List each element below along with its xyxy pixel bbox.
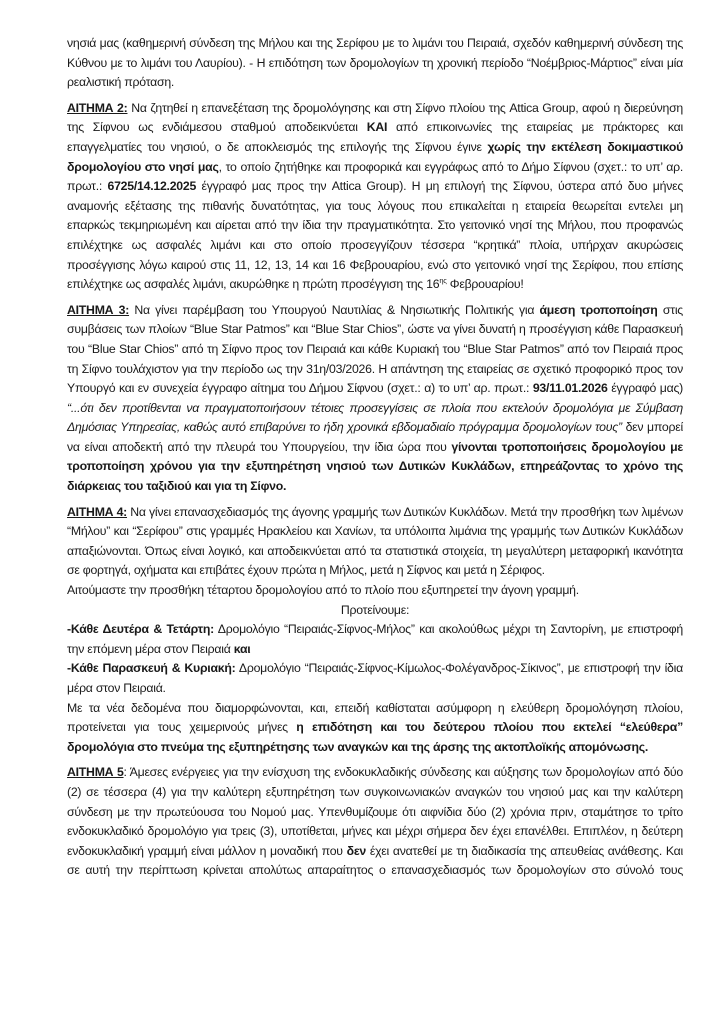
request-5-paragraph: ΑΙΤΗΜΑ 5: Άμεσες ενέργειες για την ενίσχυση της ενδοκυκλαδικής σύνδεσης και αύξησης των δρομολογίων από δύο (2) σε τέσσερα (4) για την καλύτερη εξυπηρέτηση των συγκοινωνιακών αναγκών του νησιού μας και την καλύτερη σύνδεση με την πρωτεύουσα του Νομού μας. Υπενθυμίζουμε ότι αιφνίδια δύο (2) χρόνια πριν, σταμάτησε το τρίτο ενδοκυκλαδικό δρομολόγιο για τρεις (3), υποτίθεται, μήνες και μέχρι σήμερα δεν έχει επανέλθει. Επιπλέον, η δεύτερη ενδοκυκλαδική γραμμή είναι μάλλον η μοναδική που δεν έχει ανατεθεί με τη διαδικασία της απευθείας ανάθεσης. Και σε αυτή την περίπτωση κρίνεται απολύτως απαραίτητος ο επανασχεδιασμός των δρομολογίων στο σύνολό τους: [67, 765, 683, 878]
request-4-ask: Αιτούμαστε την προσθήκη τέταρτου δρομολογίου από το πλοίο που εξυπηρετεί την άγονη γραμμή.: [67, 583, 579, 598]
document-reference: 93/11.01.2026: [532, 381, 608, 396]
request-3-paragraph: ΑΙΤΗΜΑ 3: Να γίνει παρέμβαση του Υπουργού Ναυτιλίας & Νησιωτικής Πολιτικής για άμεση τροποποίηση στις συμβάσεις των πλοίων “Blue Star Patmos” και “Blue Star Chios”, ώστε να γίνει δυνατή η προσέγγιση κάθε Παρασκευή του “Blue Star Chios” από τη Σίφνο προς τον Πειραιά και κάθε Κυριακή του “Blue Star Patmos” από τον Πειραιά προς τη Σίφνο τουλάχιστον για την περίοδο ως την 31η/03/2026. Η απάντηση της εταιρείας σε σχετικό προφορικό προς τον Υπουργό και εν συνεχεία έγγραφο αίτημα του Δήμου Σίφνου (σχετ.: α) το υπ’ αρ. πρωτ.: 93/11.01.2026 έγγραφό μας) “...ότι δεν προτίθενται να πραγματοποιήσουν τέτοιες προσεγγίσεις σε πλοία που εκτελούν δρομολόγια με Σύμβαση Δημόσιας Υπηρεσίας, καθώς αυτό επιβαρύνει το ήδη χρονικά εβδομαδιαίο πρόγραμμα δρομολογίων τους” δεν μπορεί να είναι αποδεκτή από την πλευρά του Υπουργείου, την ίδια ώρα που γίνονται τροποποιήσεις δρομολογίου με τροποποίηση χρόνου για την εξυπηρέτηση νησιού των Δυτικών Κυκλάδων, επηρεάζοντας το χρόνο της διάρκειας του ταξιδιού και για τη Σίφνο.: [67, 302, 684, 494]
request-2-paragraph: ΑΙΤΗΜΑ 2: Να ζητηθεί η επανεξέταση της δρομολόγησης και στη Σίφνο πλοίου της Attica Group, αφού η διερεύνηση της Σίφνου ως ενδιάμεσου σταθμού αποδεικνύεται ΚΑΙ από επικοινωνίες της εταιρείας με πράκτορες και επαγγελματίες του νησιού, ο δε αποκλεισμός της επιλογής της Σίφνου έγινε χωρίς την εκτέλεση δοκιμαστικού δρομολογίου στο νησί μας, το οποίο ζητήθηκε και προφορικά και εγγράφως από το Δήμο Σίφνου (σχετ.: το υπ’ αρ. πρωτ.: 6725/14.12.2025 έγγραφό μας προς την Attica Group). Η μη επιλογή της Σίφνου, ύστερα από δυο μήνες αναμονής εξέτασης της πιθανής δυνατότητας, για τους λόγους που επικαλείται η εταιρεία θεωρείται εντελει μη επαρκώς τεκμηριωμένη και αίρεται από την ίδια την πραγματικότητα. Στο γειτονικό νησί της Μήλου, που προφανώς επιλέχτηκε ως ασφαλές λιμάνι και στο οποίο προσεγγίζουν τέσσερα “κρητικά” πλοία, υπήρχαν ακυρώσεις προσέγγισης λόγω καιρού στις 11, 12, 13, 14 και 16 Φεβρουαρίου, ενώ στο γειτονικό νησί της Σερίφου, που επίσης επιλέχτηκε ως ασφαλές λιμάνι, ακυρώθηκε η πρώτη προσέγγιση της $16^{\eta\varsigma}$ Φεβρουαρίου!: [67, 100, 684, 292]
request-5-label: ΑΙΤΗΜΑ 5: [67, 765, 124, 780]
request-4-subsidy-paragraph: Με τα νέα δεδομένα που διαμορφώνονται, και, επειδή καθίσταται ασύμφορη η ελεύθερη δρομολόγηση πλοίου, προτείνεται για τους χειμερινούς μήνες η επιδότηση και του δεύτερου πλοίου που εκτελεί “ελεύθερα” δρομολόγια στο πνεύμα της εξυπηρέτησης των αναγκών και της άρσης της ακτοπλοϊκής απομόνωσης.: [67, 700, 683, 754]
request-3-label: ΑΙΤΗΜΑ 3:: [67, 302, 130, 317]
document-reference: 6725/14.12.2025: [107, 179, 197, 194]
request-2-label: ΑΙΤΗΜΑ 2:: [67, 100, 128, 115]
proposal-heading: Προτείνουμε:: [340, 602, 410, 617]
request-4-paragraph: ΑΙΤΗΜΑ 4: Να γίνει επανασχεδιασμός της άγονης γραμμής των Δυτικών Κυκλάδων. Μετά την προσθήκη των λιμένων “Μήλου” και “Σερίφου” στις γραμμές Ηρακλείου και Χανίων, τα υπόλοιπα λιμάνια της γραμμής των Δυτικών Κυκλάδων απαξιώνονται. Όπως είναι λογικό, και αποδεικνύεται από τα στατιστικά στοιχεία, τη μεγαλύτερη μεταφορική ικανότητα σε φορτηγά, οχήματα και επιβάτες έχουν πρώτα η Μήλος, μετά η Σίφνος και μετά η Σέριφος.: [67, 504, 683, 578]
request-4-label: ΑΙΤΗΜΑ 4:: [67, 504, 128, 519]
intro-paragraph: νησιά μας (καθημερινή σύνδεση της Μήλου και της Σερίφου με το λιμάνι του Πειραιά, σχεδόν καθημερινή σύνδεση της Κύθνου με το λιμάνι του Λαυρίου). - Η επιδότηση των δρομολογίων τη χρονική περίοδο “Νοέμβριος-Μάρτιος” είναι μία ρεαλιστική πρόταση.: [67, 36, 683, 90]
company-response-quote: “...ότι δεν προτίθενται να πραγματοποιήσουν τέτοιες προσεγγίσεις σε πλοία που εκτελούν δρομολόγια με Σύμβαση Δημόσιας Υπηρεσίας, καθώς αυτό επιβαρύνει το ήδη χρονικά εβδομαδιαίο πρόγραμμα δρομολογίων τους”: [67, 400, 683, 435]
proposal-option-1: -Κάθε Δευτέρα & Τετάρτη: Δρομολόγιο “Πειραιάς-Σίφνος-Μήλος” και ακολούθως μέχρι τη Σαντορίνη, με επιστροφή την επόμενη μέρα στον Πειραιά και: [67, 622, 683, 656]
proposal-option-2: -Κάθε Παρασκευή & Κυριακή: Δρομολόγιο “Πειραιάς-Σίφνος-Κίμωλος-Φολέγανδρος-Σίκινος”, με επιστροφή την ίδια μέρα στον Πειραιά.: [67, 661, 683, 695]
